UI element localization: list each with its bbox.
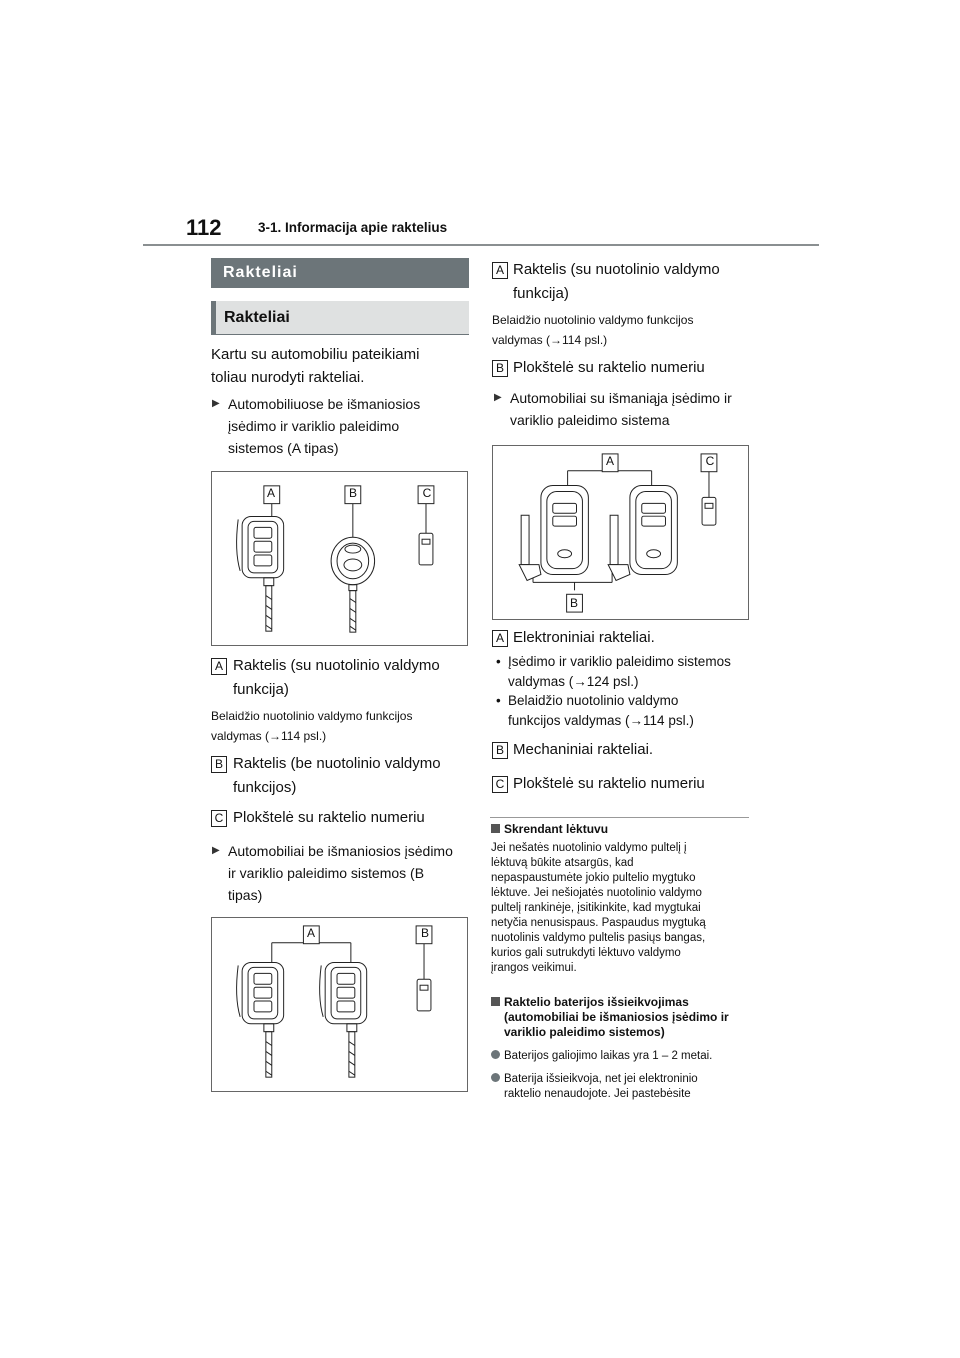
heading-line: ▶ Automobiliuose be išmaniosios: [228, 396, 421, 412]
page-number: 112: [186, 215, 222, 240]
note-title-line: variklio paleidimo sistemos): [504, 1025, 665, 1039]
bullet-line: Baterija išsieikvoja, net jei elektroninio: [504, 1073, 698, 1085]
type-b-heading: [228, 840, 453, 906]
note-line: Jei nešatės nuotolinio valdymo pultelį į: [491, 842, 687, 854]
heading-line: variklio paleidimo sistema: [510, 412, 670, 428]
keys-illustration: [212, 918, 467, 1091]
right-item-b-text: Plokštelė su raktelio numeriu: [513, 359, 705, 376]
type-a-heading: [228, 393, 420, 459]
note-line: nuotolinis valdymo pultelis pasiųs bangas,: [491, 932, 706, 944]
note1-title: [491, 822, 608, 837]
note-line: Belaidžio nuotolinio valdymo funkcijos: [211, 709, 413, 723]
heading-line: sistemos (A tipas): [228, 440, 339, 456]
item-c-text: Plokštelė su raktelio numeriu: [233, 809, 425, 826]
plate-box: C: [492, 776, 508, 793]
notes-separator: [490, 817, 749, 818]
right-item-a-note: [492, 310, 693, 350]
fig2-label-a: A: [306, 926, 315, 940]
item-b-text: [233, 752, 441, 800]
intro-text: [211, 343, 419, 389]
fig2-label-b: B: [420, 926, 429, 940]
note-line: pultelį rankinėje, įsitikinkite, kad mygtukai: [491, 902, 701, 914]
heading-line: ▶ Automobiliai be išmaniosios įsėdimo: [228, 843, 453, 859]
right-item-a-box: A: [492, 262, 508, 279]
figure-type-b-keys: [211, 917, 468, 1092]
el-label: Elektroniniai rakteliai.: [513, 629, 655, 646]
smart-keys-illustration: [493, 446, 748, 619]
fig1-label-a: A: [266, 486, 275, 500]
right-item-b-box: B: [492, 360, 508, 377]
note1-text: [491, 841, 706, 976]
note2-bullet-2: [491, 1072, 698, 1102]
item-line: funkcija): [513, 285, 569, 302]
item-line: funkcijos): [233, 779, 297, 796]
fig1-label-b: B: [348, 486, 357, 500]
square-bullet-icon: [491, 997, 500, 1006]
note-line: netyčia nenusispaus. Paspaudus mygtuką: [491, 917, 706, 929]
note-title-line: Raktelio baterijos išsieikvojimas: [504, 995, 689, 1009]
note-title-line: (automobiliai be išmaniosios įsėdimo ir: [504, 1010, 729, 1024]
note-line: Belaidžio nuotolinio valdymo funkcijos: [492, 313, 694, 327]
bullet-line: • Įsėdimo ir variklio paleidimo sistemos: [508, 654, 731, 669]
bullet-line: • Belaidžio nuotolinio valdymo: [508, 693, 679, 708]
note-line: įrangos veikimui.: [491, 962, 577, 974]
heading-line: įsėdimo ir variklio paleidimo: [228, 418, 400, 434]
item-b-box: B: [211, 756, 227, 773]
right-item-a-text: [513, 258, 720, 306]
item-line: Raktelis (su nuotolinio valdymo: [233, 657, 440, 674]
chapter-title: 3-1. Informacija apie raktelius: [258, 220, 448, 235]
el-bullet-2: [508, 691, 694, 731]
note-line: lėktuve. Jei nešiojatės nuotolinio valdymo: [491, 887, 702, 899]
item-c-box: C: [211, 810, 227, 827]
fig1-label-c: C: [422, 486, 432, 500]
section-title: Rakteliai: [211, 258, 469, 288]
note-line: valdymas (→114 psl.): [492, 333, 608, 347]
intro-line: Kartu su automobiliu pateikiami: [211, 346, 420, 363]
note2-bullet-1: [491, 1049, 712, 1064]
heading-line: ir variklio paleidimo sistemos (B: [228, 865, 425, 881]
note-title-text: Skrendant lėktuvu: [504, 822, 609, 836]
mech-label: Mechaniniai rakteliai.: [513, 741, 654, 758]
header-rule: [143, 244, 819, 246]
item-a-text: [233, 654, 440, 702]
el-bullet-1: [508, 652, 731, 692]
figure-smart-keys: [492, 445, 749, 620]
bullet-line: valdymas (→124 psl.): [508, 674, 639, 689]
note-line: nepaspaustumėte jokio pultelio mygtuko: [491, 872, 696, 884]
figure-type-a-keys: [211, 471, 468, 646]
bullet-text: Baterijos galiojimo laikas yra 1 – 2 metai.: [504, 1050, 713, 1062]
item-a-note: [211, 706, 412, 746]
mech-box: B: [492, 742, 508, 759]
bullet-line: raktelio nenaudojote. Jei pastebėsite: [504, 1088, 691, 1100]
item-line: Raktelis (su nuotolinio valdymo: [513, 261, 720, 278]
square-bullet-icon: [491, 824, 500, 833]
heading-line: tipas): [228, 887, 263, 903]
note-line: valdymas (→114 psl.): [211, 729, 327, 743]
subsection-title: Rakteliai: [211, 301, 469, 335]
note-line: kurios gali sutrukdyti lėktuvo valdymo: [491, 947, 681, 959]
smart-heading: [510, 387, 732, 431]
heading-line: ▶ Automobiliai su išmaniąja įsėdimo ir: [510, 390, 732, 406]
note-line: lėktuvą būkite atsargūs, kad: [491, 857, 634, 869]
item-a-box: A: [211, 658, 227, 675]
fig3-label-b: B: [569, 596, 578, 610]
item-line: funkcija): [233, 681, 289, 698]
plate-label: Plokštelė su raktelio numeriu: [513, 775, 705, 792]
round-bullet-icon: [491, 1050, 500, 1059]
note2-title: [491, 995, 729, 1040]
intro-line: toliau nurodyti rakteliai.: [211, 369, 365, 386]
bullet-line: funkcijos valdymas (→114 psl.): [508, 713, 694, 728]
fig3-label-a: A: [605, 454, 614, 468]
fig3-label-c: C: [705, 454, 715, 468]
el-box: A: [492, 630, 508, 647]
round-bullet-icon: [491, 1073, 500, 1082]
item-line: Raktelis (be nuotolinio valdymo: [233, 755, 441, 772]
